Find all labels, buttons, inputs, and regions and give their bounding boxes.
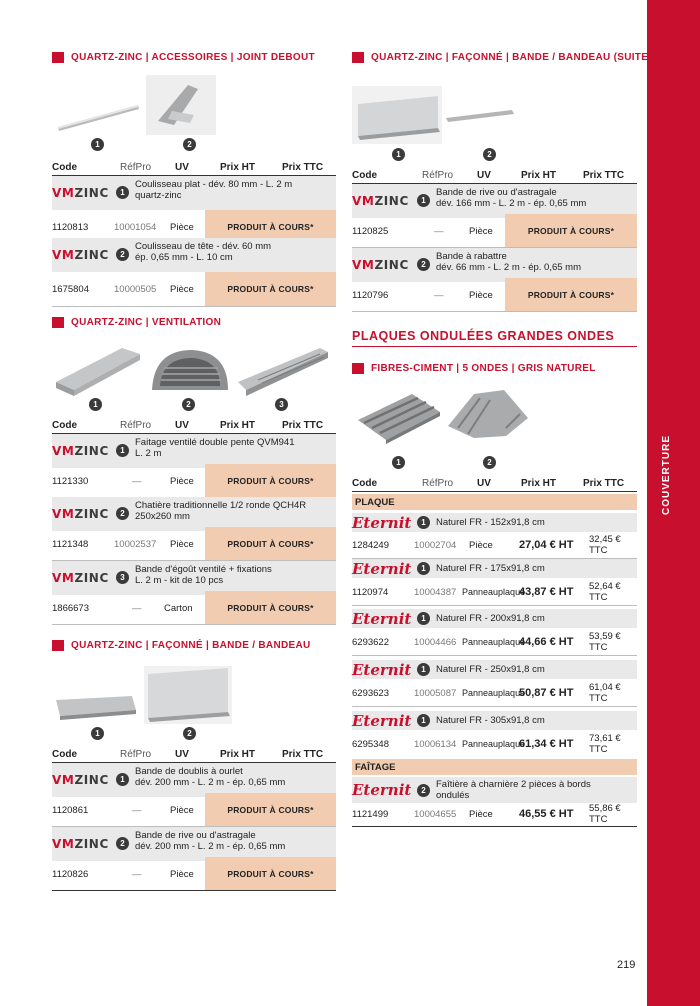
table-row bbox=[52, 763, 336, 826]
col-ref: RéfPro bbox=[120, 162, 152, 173]
table-row bbox=[352, 559, 637, 605]
eternit-logo: Eternit bbox=[352, 609, 412, 628]
price-ttc: 53,59 € TTC bbox=[589, 631, 621, 653]
row-number: 2 bbox=[116, 837, 129, 850]
coulisseau-tete-image bbox=[152, 81, 208, 131]
table-row bbox=[52, 434, 336, 497]
col-uv: UV bbox=[477, 170, 491, 181]
col-uv: UV bbox=[477, 478, 491, 489]
ref: 10002704 bbox=[414, 539, 457, 551]
faitiere-image bbox=[444, 388, 532, 444]
eternit-logo: Eternit bbox=[352, 559, 412, 578]
bande-rive-166-image bbox=[352, 86, 442, 144]
row-data bbox=[52, 591, 336, 625]
image-number: 1 bbox=[89, 398, 102, 411]
price-ht: 61,34 € HT bbox=[519, 738, 574, 750]
row-number: 1 bbox=[417, 194, 430, 207]
section-square-icon bbox=[52, 317, 64, 328]
uv: Panneau plaque bbox=[462, 587, 526, 597]
row-description: Bande d'égoût ventilé + fixations L. 2 m - kit de 10 pcs bbox=[135, 564, 272, 586]
ref: 10000505 bbox=[114, 283, 157, 295]
ref: — bbox=[434, 225, 444, 237]
section-square-icon bbox=[352, 363, 364, 374]
vmzinc-logo: VMZINC bbox=[352, 258, 409, 272]
eternit-logo: Eternit bbox=[352, 781, 412, 799]
row-divider bbox=[52, 306, 336, 307]
side-tab bbox=[647, 0, 700, 1006]
code: 1121499 bbox=[352, 808, 389, 820]
uv: Pièce bbox=[469, 225, 493, 237]
col-prix-ht: Prix HT bbox=[220, 749, 256, 760]
code: 1120796 bbox=[352, 289, 389, 301]
row-divider bbox=[352, 311, 637, 312]
row-description: Chatière traditionnelle 1/2 ronde QCH4R 250x260 mm bbox=[135, 500, 307, 522]
image-number: 2 bbox=[483, 456, 496, 469]
row-description: Bande de rive ou d'astragale dév. 200 mm - L. 2 m - ép. 0,65 mm bbox=[135, 830, 286, 852]
code: 1675804 bbox=[52, 283, 89, 295]
bande-doublis-image bbox=[54, 694, 138, 722]
table-row bbox=[352, 248, 637, 311]
row-description: Faitage ventilé double pente QVM941 L. 2 m bbox=[135, 437, 295, 459]
product-images bbox=[52, 664, 336, 744]
price-ttc: 52,64 € TTC bbox=[589, 581, 621, 603]
col-ref: RéfPro bbox=[422, 170, 454, 181]
row-data bbox=[352, 731, 637, 757]
row-description: Coulisseau plat - dév. 80 mm - L. 2 m quartz-zinc bbox=[135, 179, 293, 201]
table-row bbox=[352, 711, 637, 757]
section-title: FIBRES-CIMENT | 5 ONDES | GRIS NATUREL bbox=[371, 363, 596, 374]
col-uv: UV bbox=[175, 420, 189, 431]
uv: Pièce bbox=[170, 868, 194, 880]
section-title: QUARTZ-ZINC | VENTILATION bbox=[71, 317, 222, 328]
desc-band bbox=[352, 559, 637, 578]
code: 1120861 bbox=[52, 804, 89, 816]
code: 6293623 bbox=[352, 687, 389, 699]
image-number: 3 bbox=[275, 398, 288, 411]
col-prix-ttc: Prix TTC bbox=[583, 170, 625, 181]
row-data bbox=[352, 579, 637, 605]
table-header bbox=[52, 749, 336, 763]
desc-band bbox=[352, 660, 637, 679]
row-number: 1 bbox=[417, 612, 430, 625]
row-data bbox=[352, 214, 637, 248]
chatiere-image bbox=[146, 346, 232, 396]
price-ht: 44,66 € HT bbox=[519, 636, 574, 648]
image-number: 1 bbox=[91, 138, 104, 151]
image-number: 2 bbox=[183, 138, 196, 151]
image-number: 2 bbox=[183, 727, 196, 740]
vmzinc-logo: VMZINC bbox=[52, 444, 109, 458]
table-row bbox=[52, 827, 336, 890]
section-header-bande-suite bbox=[352, 52, 652, 63]
table-header bbox=[52, 162, 336, 176]
table-row bbox=[352, 660, 637, 706]
image-number: 1 bbox=[91, 727, 104, 740]
uv: Pièce bbox=[170, 538, 194, 550]
ref: 10001054 bbox=[114, 221, 157, 233]
desc-band bbox=[352, 609, 637, 628]
vmzinc-logo: VMZINC bbox=[52, 571, 109, 585]
row-description: Coulisseau de tête - dév. 60 mm ép. 0,65 mm - L. 10 cm bbox=[135, 241, 272, 263]
row-number: 2 bbox=[417, 784, 430, 797]
uv: Pièce bbox=[469, 808, 493, 820]
row-description: Bande de doublis à ourlet dév. 200 mm - L. 2 m - ép. 0,65 mm bbox=[135, 766, 286, 788]
col-prix-ttc: Prix TTC bbox=[282, 749, 324, 760]
col-code: Code bbox=[352, 478, 377, 489]
price-badge: PRODUIT À COURS* bbox=[205, 527, 336, 561]
price-badge: PRODUIT À COURS* bbox=[205, 793, 336, 827]
row-description: Naturel FR - 305x91,8 cm bbox=[436, 715, 545, 726]
uv: Panneau plaque bbox=[462, 637, 526, 647]
row-number: 1 bbox=[417, 663, 430, 676]
left-column bbox=[52, 0, 336, 1006]
col-ref: RéfPro bbox=[120, 420, 152, 431]
table-row bbox=[52, 176, 336, 244]
image-number: 2 bbox=[182, 398, 195, 411]
row-description: Naturel FR - 175x91,8 cm bbox=[436, 563, 545, 574]
big-title-rule bbox=[352, 346, 637, 347]
table-row bbox=[52, 561, 336, 624]
ref: 10006134 bbox=[414, 738, 457, 750]
section-title: QUARTZ-ZINC | ACCESSOIRES | JOINT DEBOUT bbox=[71, 52, 315, 63]
row-data bbox=[52, 857, 336, 891]
uv: Pièce bbox=[469, 539, 493, 551]
section-square-icon bbox=[52, 52, 64, 63]
vmzinc-logo: VMZINC bbox=[52, 507, 109, 521]
row-description: Naturel FR - 152x91,8 cm bbox=[436, 517, 545, 528]
row-divider bbox=[352, 605, 637, 606]
big-section-title: PLAQUES ONDULÉES GRANDES ONDES bbox=[352, 329, 615, 343]
price-ht: 27,04 € HT bbox=[519, 539, 574, 551]
uv: Pièce bbox=[170, 804, 194, 816]
row-description: Bande de rive ou d'astragale dév. 166 mm - L. 2 m - ép. 0,65 mm bbox=[436, 187, 587, 209]
row-number: 2 bbox=[417, 258, 430, 271]
col-prix-ht: Prix HT bbox=[521, 170, 557, 181]
product-images bbox=[52, 75, 336, 155]
uv: Pièce bbox=[170, 475, 194, 487]
table-row bbox=[352, 184, 637, 247]
ref: — bbox=[132, 804, 142, 816]
uv: Pièce bbox=[170, 283, 194, 295]
product-images bbox=[52, 340, 336, 420]
section-header-ventilation bbox=[52, 317, 221, 328]
price-ttc: 73,61 € TTC bbox=[589, 733, 621, 755]
col-uv: UV bbox=[175, 162, 189, 173]
eternit-logo: Eternit bbox=[352, 711, 412, 730]
row-divider bbox=[352, 655, 637, 656]
bande-egout-image bbox=[236, 344, 330, 396]
col-uv: UV bbox=[175, 749, 189, 760]
image-number: 1 bbox=[392, 456, 405, 469]
row-data bbox=[52, 272, 336, 306]
row-number: 1 bbox=[417, 516, 430, 529]
code: 1866673 bbox=[52, 602, 89, 614]
row-number: 1 bbox=[116, 773, 129, 786]
ref: 10004655 bbox=[414, 808, 457, 820]
ref: 10004387 bbox=[414, 586, 457, 598]
code: 1284249 bbox=[352, 539, 389, 551]
side-tab-label: COUVERTURE bbox=[661, 435, 672, 516]
price-badge: PRODUIT À COURS* bbox=[205, 464, 336, 498]
row-number: 2 bbox=[116, 507, 129, 520]
page-number: 219 bbox=[617, 959, 636, 971]
product-images bbox=[352, 384, 637, 467]
code: 1120813 bbox=[52, 221, 89, 233]
price-ht: 50,87 € HT bbox=[519, 687, 574, 699]
code: 1120825 bbox=[352, 225, 389, 237]
table-row bbox=[352, 609, 637, 655]
row-data bbox=[352, 680, 637, 706]
row-description: Bande à rabattre dév. 66 mm - L. 2 m - ép. 0,65 mm bbox=[436, 251, 582, 273]
price-ht: 46,55 € HT bbox=[519, 808, 574, 820]
code: 1121348 bbox=[52, 538, 89, 550]
vmzinc-logo: VMZINC bbox=[352, 194, 409, 208]
section-title: QUARTZ-ZINC | FAÇONNÉ | BANDE / BANDEAU bbox=[71, 640, 311, 651]
row-description: Naturel FR - 250x91,8 cm bbox=[436, 664, 545, 675]
plaque-ondulee-image bbox=[356, 390, 442, 446]
col-prix-ttc: Prix TTC bbox=[282, 162, 324, 173]
price-ttc: 61,04 € TTC bbox=[589, 682, 621, 704]
eternit-logo: Eternit bbox=[352, 660, 412, 679]
bande-rabattre-image bbox=[444, 106, 516, 126]
col-ref: RéfPro bbox=[422, 478, 454, 489]
uv: Pièce bbox=[469, 289, 493, 301]
product-images bbox=[352, 86, 637, 166]
col-code: Code bbox=[52, 420, 77, 431]
row-description: Faîtière à charnière 2 pièces à bords ondulés bbox=[436, 779, 591, 801]
image-number: 2 bbox=[483, 148, 496, 161]
price-ttc: 55,86 € TTC bbox=[589, 803, 621, 825]
code: 6293622 bbox=[352, 636, 389, 648]
table-row bbox=[52, 497, 336, 560]
ref: 10004466 bbox=[414, 636, 457, 648]
table-row bbox=[52, 238, 336, 306]
section-title: QUARTZ-ZINC | FAÇONNÉ | BANDE / BANDEAU (SUITE) bbox=[371, 52, 652, 63]
col-prix-ht: Prix HT bbox=[220, 162, 256, 173]
ref: — bbox=[132, 868, 142, 880]
row-number: 1 bbox=[116, 186, 129, 199]
row-divider bbox=[52, 890, 336, 891]
table-row bbox=[352, 513, 637, 558]
price-badge: PRODUIT À COURS* bbox=[505, 278, 637, 312]
category-bar-faitage: FAÎTAGE bbox=[352, 759, 637, 775]
col-prix-ht: Prix HT bbox=[521, 478, 557, 489]
section-header-bande-bandeau bbox=[52, 640, 311, 651]
price-badge: PRODUIT À COURS* bbox=[205, 272, 336, 306]
price-badge: PRODUIT À COURS* bbox=[505, 214, 637, 248]
row-description: Naturel FR - 200x91,8 cm bbox=[436, 613, 545, 624]
uv: Panneau plaque bbox=[462, 739, 526, 749]
row-number: 1 bbox=[116, 444, 129, 457]
row-data bbox=[352, 532, 637, 558]
vmzinc-logo: VMZINC bbox=[52, 186, 109, 200]
row-number: 1 bbox=[417, 562, 430, 575]
category-bar-plaque: PLAQUE bbox=[352, 494, 637, 510]
desc-band bbox=[352, 711, 637, 730]
uv: Panneau plaque bbox=[462, 688, 526, 698]
table-header bbox=[352, 170, 637, 184]
uv: Pièce bbox=[170, 221, 194, 233]
col-code: Code bbox=[352, 170, 377, 181]
eternit-logo: Eternit bbox=[352, 513, 412, 532]
code: 1121330 bbox=[52, 475, 89, 487]
table-row bbox=[352, 777, 637, 825]
code: 6295348 bbox=[352, 738, 389, 750]
price-badge: PRODUIT À COURS* bbox=[205, 857, 336, 891]
row-number: 2 bbox=[116, 248, 129, 261]
right-column bbox=[352, 0, 652, 1006]
row-number: 3 bbox=[116, 571, 129, 584]
price-ht: 43,87 € HT bbox=[519, 586, 574, 598]
vmzinc-logo: VMZINC bbox=[52, 837, 109, 851]
section-header-fibres-ciment bbox=[352, 363, 596, 374]
ref: — bbox=[132, 602, 142, 614]
row-data bbox=[352, 278, 637, 312]
col-prix-ht: Prix HT bbox=[220, 420, 256, 431]
bande-rive-image bbox=[144, 666, 232, 724]
row-data bbox=[352, 801, 637, 827]
section-header-joint-debout bbox=[52, 52, 315, 63]
image-number: 1 bbox=[392, 148, 405, 161]
col-prix-ttc: Prix TTC bbox=[282, 420, 324, 431]
row-divider bbox=[352, 826, 637, 827]
code: 1120826 bbox=[52, 868, 89, 880]
ref: 10002537 bbox=[114, 538, 157, 550]
desc-band bbox=[352, 513, 637, 532]
vmzinc-logo: VMZINC bbox=[52, 248, 109, 262]
code: 1120974 bbox=[352, 586, 389, 598]
col-ref: RéfPro bbox=[120, 749, 152, 760]
col-code: Code bbox=[52, 749, 77, 760]
col-prix-ttc: Prix TTC bbox=[583, 478, 625, 489]
ref: — bbox=[434, 289, 444, 301]
faitage-ventile-image bbox=[52, 342, 144, 398]
ref: 10005087 bbox=[414, 687, 457, 699]
divider bbox=[352, 491, 637, 492]
row-data bbox=[52, 793, 336, 827]
ref: — bbox=[132, 475, 142, 487]
coulisseau-plat-image bbox=[56, 103, 140, 133]
row-divider bbox=[52, 624, 336, 625]
table-header bbox=[352, 478, 637, 492]
price-ttc: 32,45 € TTC bbox=[589, 534, 621, 556]
section-square-icon bbox=[52, 640, 64, 651]
row-number: 1 bbox=[417, 714, 430, 727]
row-divider bbox=[352, 706, 637, 707]
section-square-icon bbox=[352, 52, 364, 63]
row-data bbox=[352, 629, 637, 655]
uv: Carton bbox=[164, 602, 193, 614]
col-code: Code bbox=[52, 162, 77, 173]
table-header bbox=[52, 420, 336, 434]
row-data bbox=[52, 464, 336, 498]
vmzinc-logo: VMZINC bbox=[52, 773, 109, 787]
price-badge: PRODUIT À COURS* bbox=[205, 210, 336, 244]
price-badge: PRODUIT À COURS* bbox=[205, 591, 336, 625]
row-data bbox=[52, 527, 336, 561]
